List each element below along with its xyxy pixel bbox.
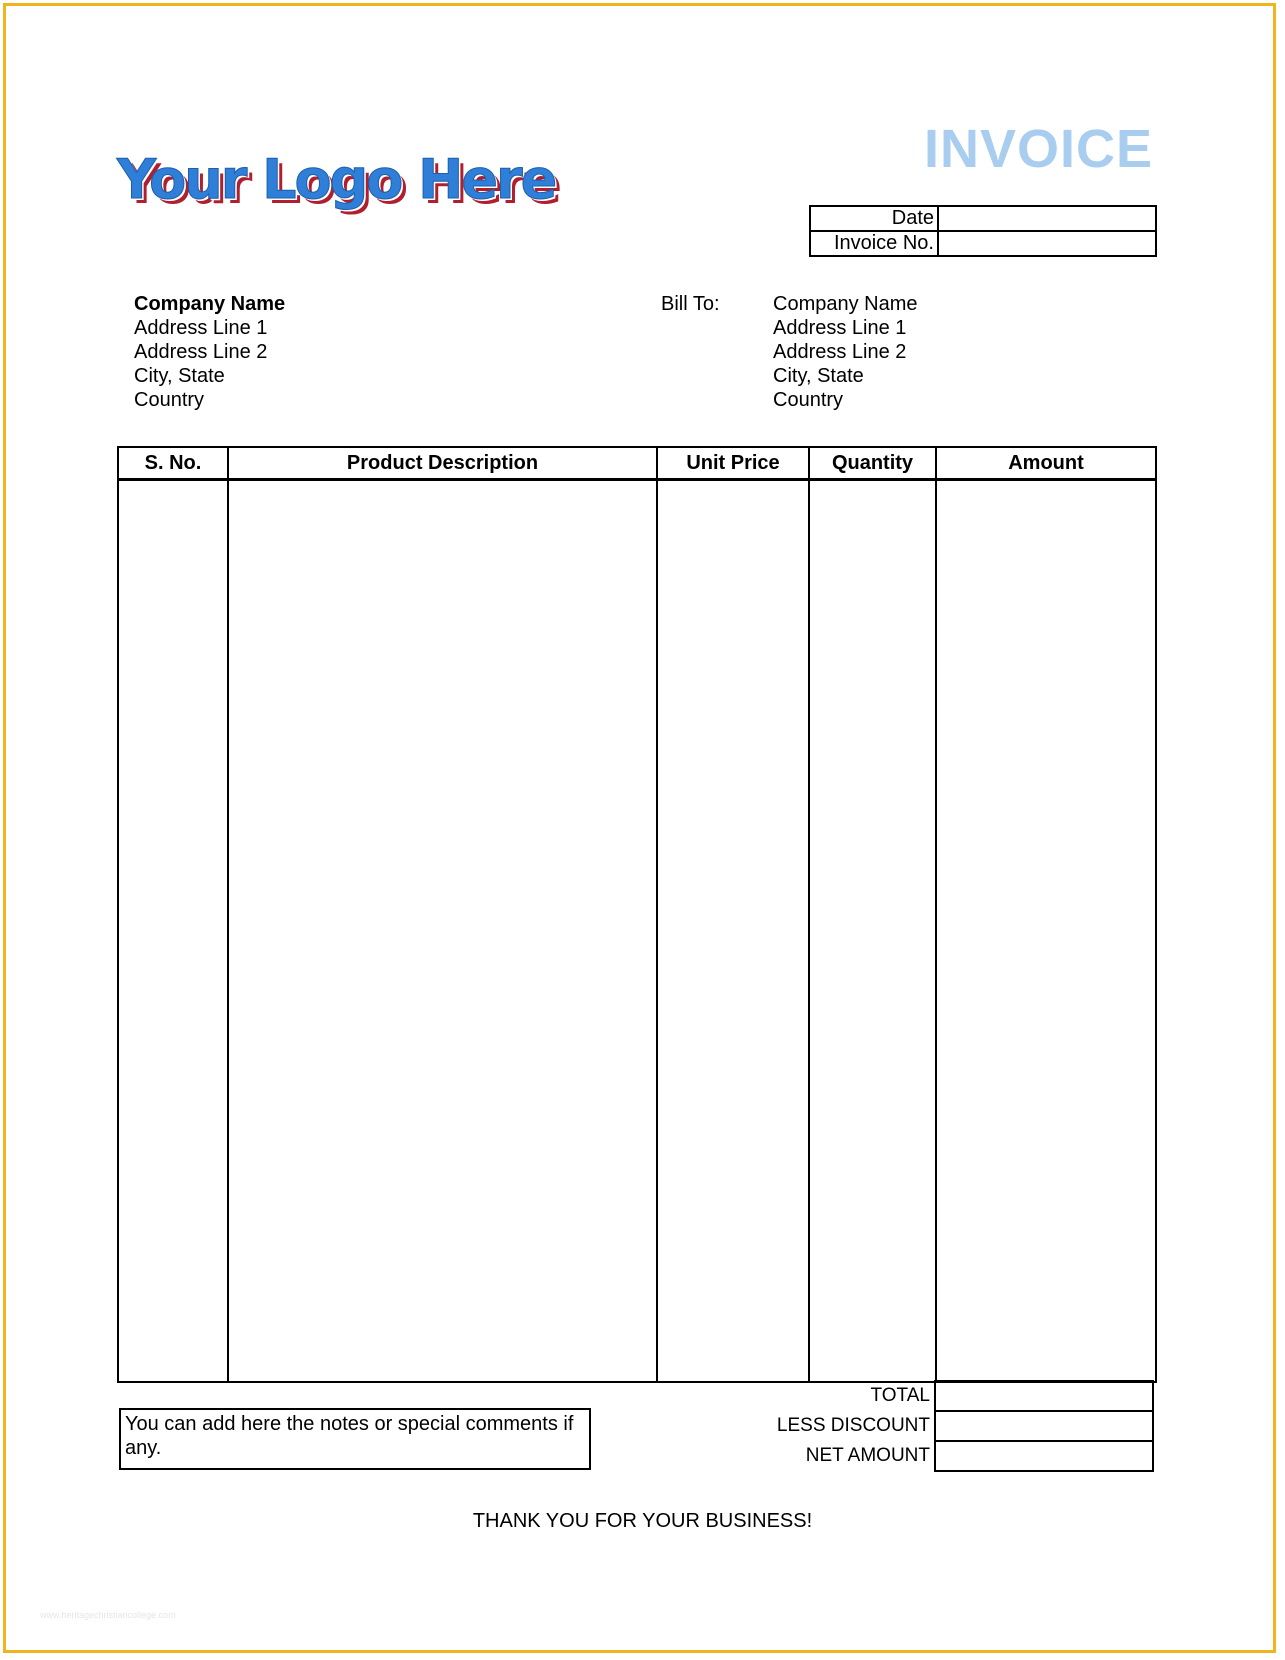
sender-address: [134, 292, 285, 412]
sender-company-name: Company Name: [134, 293, 286, 315]
description-cell[interactable]: [228, 480, 657, 1383]
thank-you-message: THANK YOU FOR YOUR BUSINESS!: [472, 1510, 813, 1532]
column-header-sno: S. No.: [118, 447, 228, 480]
sender-country: Country: [134, 389, 205, 411]
bill-to-city-state: City, State: [773, 365, 864, 387]
table-header-row: [118, 447, 1156, 480]
invoice-no-label: Invoice No.: [810, 231, 938, 256]
bill-to-address-line-2: Address Line 2: [773, 341, 907, 363]
invoice-no-field[interactable]: [938, 231, 1156, 256]
invoice-meta-table: [809, 205, 1157, 257]
column-header-quantity: Quantity: [809, 447, 936, 480]
column-header-description: Product Description: [228, 447, 657, 480]
date-label: Date: [810, 206, 938, 231]
sender-city-state: City, State: [134, 365, 225, 387]
invoice-title: INVOICE: [924, 119, 1154, 179]
total-field[interactable]: [935, 1381, 1153, 1411]
sender-address-line-2: Address Line 2: [134, 341, 268, 363]
bill-to-address-line-1: Address Line 1: [773, 317, 907, 339]
unit-price-cell[interactable]: [657, 480, 809, 1383]
bill-to-label: Bill To:: [661, 293, 720, 315]
line-items-table: [117, 446, 1157, 1383]
watermark: www.heritagechristiancollege.com: [40, 1610, 176, 1620]
net-amount-label: NET AMOUNT: [805, 1445, 930, 1466]
table-row: [118, 480, 1156, 1383]
totals-table: [740, 1380, 1154, 1472]
discount-field[interactable]: [935, 1411, 1153, 1441]
date-field[interactable]: [938, 206, 1156, 231]
notes-box[interactable]: You can add here the notes or special comments if any.: [119, 1408, 591, 1470]
net-amount-field[interactable]: [935, 1441, 1153, 1471]
sno-cell[interactable]: [118, 480, 228, 1383]
bill-to-country: Country: [773, 389, 844, 411]
bill-to-company-name: Company Name: [773, 293, 918, 315]
amount-cell[interactable]: [936, 480, 1156, 1383]
bill-to-address: [773, 292, 918, 412]
total-label: TOTAL: [870, 1385, 930, 1406]
quantity-cell[interactable]: [809, 480, 936, 1383]
company-logo: Your Logo Here: [117, 148, 556, 211]
column-header-unit-price: Unit Price: [657, 447, 809, 480]
sender-address-line-1: Address Line 1: [134, 317, 268, 339]
column-header-amount: Amount: [936, 447, 1156, 480]
discount-label: LESS DISCOUNT: [776, 1415, 930, 1436]
